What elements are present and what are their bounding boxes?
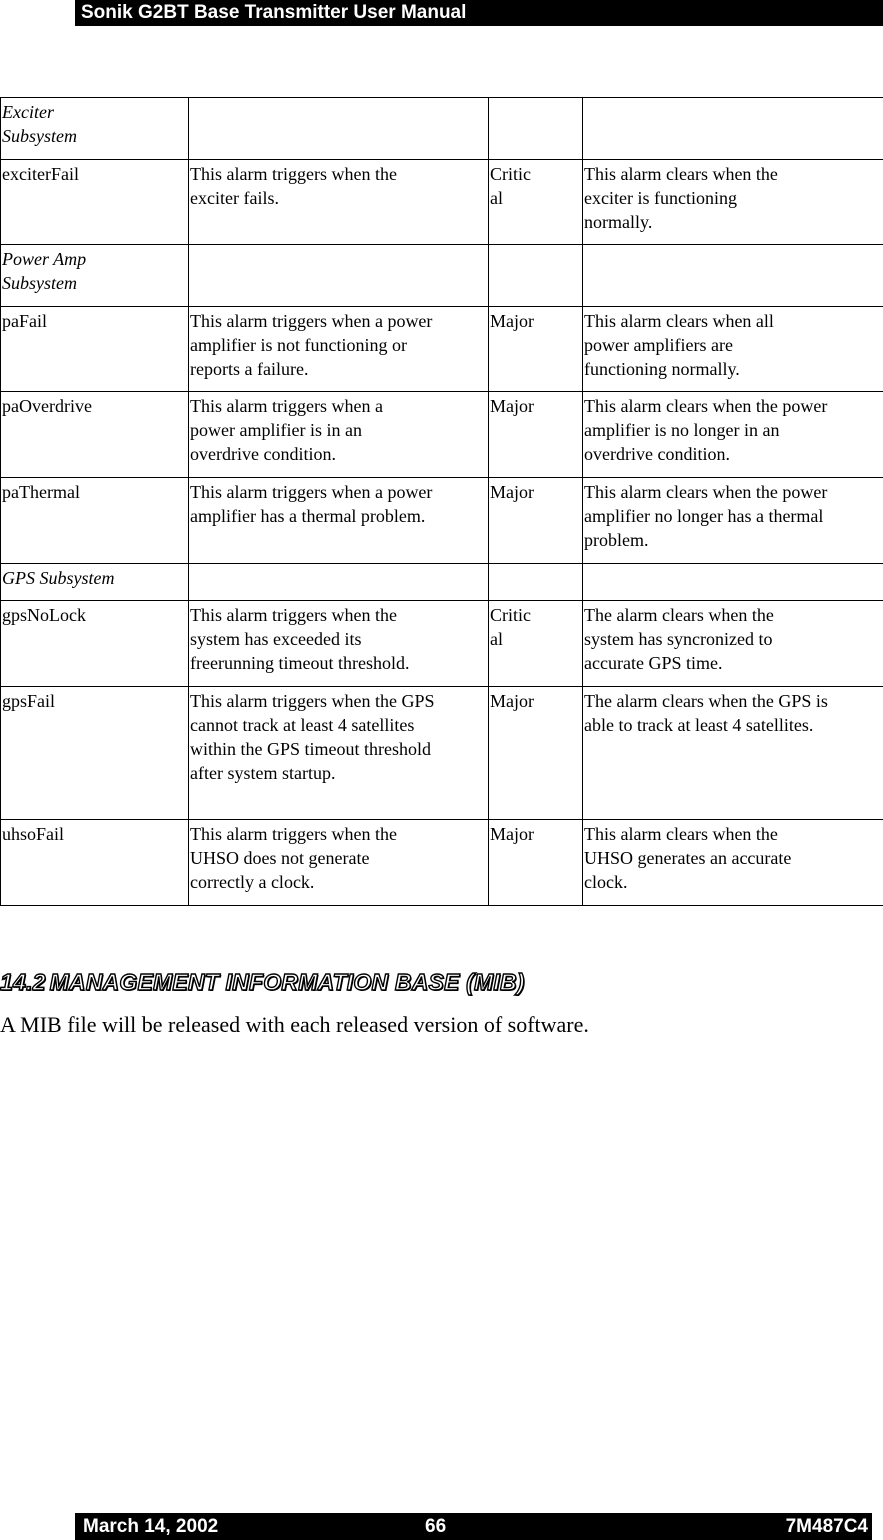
alarm-name-cell (1, 160, 189, 245)
alarm-name: gpsFail (2, 691, 56, 711)
alarm-description: This alarm triggers when the system has exceeded its freerunning timeout threshold. (190, 605, 410, 673)
alarm-description: This alarm triggers when the exciter fails. (190, 164, 397, 208)
alarm-name: paThermal (2, 482, 80, 502)
alarm-clear-condition: The alarm clears when the system has syncronized to accurate GPS time. (584, 605, 774, 673)
alarm-severity-cell (489, 687, 583, 820)
alarm-clear-condition: This alarm clears when all power amplifiers are functioning normally. (584, 311, 774, 379)
table-row (1, 160, 883, 245)
alarm-name: gpsNoLock (2, 605, 86, 625)
alarm-description: This alarm triggers when the GPS cannot track at least 4 satellites within the GPS timeout threshold after system startup. (190, 691, 435, 783)
alarm-clear-cell (583, 687, 883, 820)
alarm-description: This alarm triggers when a power amplifier is not functioning or reports a failure. (190, 311, 433, 379)
table-row (1, 687, 883, 820)
page-footer (75, 1513, 872, 1540)
alarm-severity-cell (489, 820, 583, 906)
alarm-clear-condition: The alarm clears when the GPS is able to track at least 4 satellites. (584, 691, 828, 735)
alarm-severity: Major (490, 482, 534, 502)
section-number: 14.2 (0, 969, 46, 995)
alarm-description-cell (189, 820, 489, 906)
subsystem-name: GPS Subsystem (2, 568, 115, 588)
alarm-clear-cell (583, 478, 883, 564)
subsystem-name: Exciter Subsystem (2, 102, 77, 146)
section-body-text: A MIB file will be released with each released version of software. (0, 1012, 589, 1037)
alarm-severity: Major (490, 311, 534, 331)
alarm-name: paFail (2, 311, 47, 331)
alarm-severity: Critical (490, 164, 531, 208)
page-header (75, 0, 883, 26)
alarm-severity-cell (489, 160, 583, 245)
table-row (1, 98, 883, 160)
alarm-description-cell (189, 392, 489, 478)
alarm-clear-condition: This alarm clears when the power amplifier no longer has a thermal problem. (584, 482, 828, 550)
page-number: 66 (425, 1516, 447, 1537)
alarm-description: This alarm triggers when a power amplifier has a thermal problem. (190, 482, 433, 526)
alarm-name-cell (1, 392, 189, 478)
subsystem-cell (1, 564, 189, 601)
alarm-clear-cell (583, 601, 883, 687)
alarm-name-cell (1, 601, 189, 687)
alarm-severity-cell (489, 307, 583, 392)
alarm-name: exciterFail (2, 164, 79, 184)
document-title: Sonik G2BT Base Transmitter User Manual (81, 2, 467, 23)
alarm-clear-cell (583, 307, 883, 392)
table-row (1, 564, 883, 601)
table-row (1, 245, 883, 307)
alarm-severity-cell (489, 478, 583, 564)
alarm-name-cell (1, 820, 189, 906)
alarm-description-cell (189, 687, 489, 820)
alarm-name-cell (1, 478, 189, 564)
section-title: MANAGEMENT INFORMATION BASE (MIB) (49, 969, 525, 995)
subsystem-cell (1, 98, 189, 160)
alarm-table (0, 97, 883, 906)
table-row (1, 601, 883, 687)
table-row (1, 392, 883, 478)
alarm-description: This alarm triggers when the UHSO does not generate correctly a clock. (190, 824, 397, 892)
alarm-name-cell (1, 687, 189, 820)
alarm-clear-condition: This alarm clears when the power amplifier is no longer in an overdrive condition. (584, 396, 828, 464)
alarm-clear-cell (583, 392, 883, 478)
alarm-severity-cell (489, 601, 583, 687)
table-row (1, 307, 883, 392)
alarm-name: paOverdrive (2, 396, 92, 416)
alarm-severity-cell (489, 392, 583, 478)
alarm-clear-condition: This alarm clears when the exciter is functioning normally. (584, 164, 778, 232)
alarm-name-cell (1, 307, 189, 392)
section-heading (0, 967, 525, 997)
subsystem-cell (1, 245, 189, 307)
alarm-severity: Major (490, 396, 534, 416)
alarm-name: uhsoFail (2, 824, 65, 844)
alarm-clear-cell (583, 820, 883, 906)
alarm-description-cell (189, 160, 489, 245)
alarm-severity: Critical (490, 605, 531, 649)
alarm-description-cell (189, 307, 489, 392)
alarm-description-cell (189, 478, 489, 564)
footer-date: March 14, 2002 (83, 1516, 219, 1537)
alarm-description: This alarm triggers when a power amplifier is in an overdrive condition. (190, 396, 383, 464)
table-row (1, 820, 883, 906)
alarm-severity: Major (490, 824, 534, 844)
alarm-severity: Major (490, 691, 534, 711)
alarm-description-cell (189, 601, 489, 687)
alarm-clear-condition: This alarm clears when the UHSO generates an accurate clock. (584, 824, 792, 892)
document-id: 7M487C4 (785, 1516, 868, 1537)
alarm-clear-cell (583, 160, 883, 245)
subsystem-name: Power Amp Subsystem (2, 249, 87, 293)
table-row (1, 478, 883, 564)
